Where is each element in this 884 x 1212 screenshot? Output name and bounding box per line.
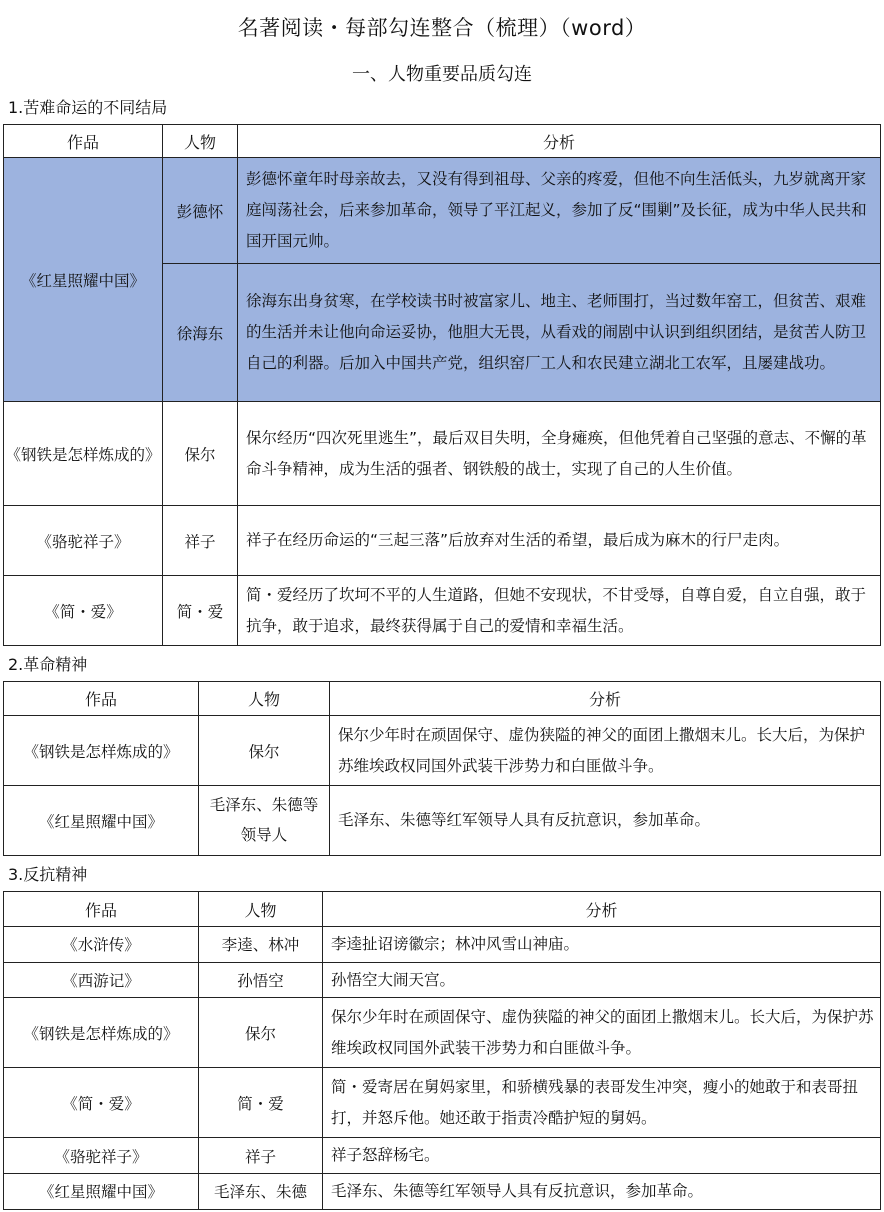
cell-person: 保尔 [199,716,330,786]
header-analysis: 分析 [323,892,881,927]
table-row [4,402,881,506]
table-row [4,1138,881,1174]
document-title: 名著阅读・每部勾连整合（梳理）（word） [237,16,647,40]
cell-analysis: 保尔少年时在顽固保守、虚伪狭隘的神父的面团上撒烟末儿。长大后，为保护苏维埃政权同国外武装干涉势力和白匪做斗争。 [330,716,881,786]
cell-work: 《西游记》 [4,962,199,998]
table-resistance [3,891,881,1210]
cell-person: 祥子 [163,506,238,576]
cell-person: 毛泽东、朱德等领导人 [199,786,330,856]
table-revolution [3,681,881,856]
table-row [4,158,881,264]
cell-person: 祥子 [199,1138,323,1174]
header-person: 人物 [199,682,330,716]
cell-analysis: 毛泽东、朱德等红军领导人具有反抗意识，参加革命。 [330,786,881,856]
cell-person: 徐海东 [163,264,238,402]
cell-work: 《钢铁是怎样炼成的》 [4,716,199,786]
header-work: 作品 [4,125,163,158]
cell-person: 保尔 [163,402,238,506]
table-row [4,927,881,963]
cell-analysis: 毛泽东、朱德等红军领导人具有反抗意识，参加革命。 [323,1174,881,1210]
cell-work: 《红星照耀中国》 [4,786,199,856]
cell-work: 《骆驼祥子》 [4,1138,199,1174]
cell-analysis: 保尔少年时在顽固保守、虚伪狭隘的神父的面团上撒烟末儿。长大后，为保护苏维埃政权同国外武装干涉势力和白匪做斗争。 [323,998,881,1068]
table-row [4,962,881,998]
cell-person: 毛泽东、朱德 [199,1174,323,1210]
header-analysis: 分析 [238,125,881,158]
header-work: 作品 [4,682,199,716]
cell-analysis: 李逵扯诏谤徽宗；林冲风雪山神庙。 [323,927,881,963]
cell-analysis: 孙悟空大闹天宫。 [323,962,881,998]
cell-work: 《骆驼祥子》 [4,506,163,576]
cell-person: 孙悟空 [199,962,323,998]
table-fate [3,124,881,646]
header-person: 人物 [163,125,238,158]
section-title: 一、人物重要品质勾连 [352,64,532,85]
cell-analysis: 彭德怀童年时母亲故去，又没有得到祖母、父亲的疼爱，但他不向生活低头，九岁就离开家庭闯荡社会，后来参加革命，领导了平江起义，参加了反“围剿”及长征，成为中华人民共和国开国元帅。 [238,158,881,264]
section-heading-1: 1.苦难命运的不同结局 [8,98,168,117]
header-work: 作品 [4,892,199,927]
cell-person: 李逵、林冲 [199,927,323,963]
table-row [4,716,881,786]
table-row [4,1174,881,1210]
cell-analysis: 祥子在经历命运的“三起三落”后放弃对生活的希望，最后成为麻木的行尸走肉。 [238,506,881,576]
cell-analysis: 简・爱经历了坎坷不平的人生道路，但她不安现状，不甘受辱，自尊自爱，自立自强，敢于抗争，敢于追求，最终获得属于自己的爱情和幸福生活。 [238,576,881,646]
cell-analysis: 保尔经历“四次死里逃生”，最后双目失明，全身瘫痪，但他凭着自己坚强的意志、不懈的革命斗争精神，成为生活的强者、钢铁般的战士，实现了自己的人生价值。 [238,402,881,506]
cell-work: 《钢铁是怎样炼成的》 [4,998,199,1068]
section-heading-3: 3.反抗精神 [8,865,88,884]
section-heading-2: 2.革命精神 [8,655,88,674]
header-analysis: 分析 [330,682,881,716]
table-row [4,998,881,1068]
table-row [4,786,881,856]
cell-analysis: 徐海东出身贫寒，在学校读书时被富家儿、地主、老师围打，当过数年窑工，但贫苦、艰难的生活并未让他向命运妥协，他胆大无畏，从看戏的闹剧中认识到组织团结，是贫苦人防卫自己的利器。后加入中国共产党，组织窑厂工人和农民建立湖北工农军，且屡建战功。 [238,264,881,402]
cell-analysis: 简・爱寄居在舅妈家里，和骄横残暴的表哥发生冲突，瘦小的她敢于和表哥扭打，并怒斥他。她还敢于指责冷酷护短的舅妈。 [323,1068,881,1138]
cell-work: 《红星照耀中国》 [4,158,163,402]
cell-work: 《钢铁是怎样炼成的》 [4,402,163,506]
cell-work: 《简・爱》 [4,1068,199,1138]
cell-work: 《水浒传》 [4,927,199,963]
cell-person: 简・爱 [199,1068,323,1138]
table-row [4,1068,881,1138]
cell-person: 简・爱 [163,576,238,646]
cell-person: 保尔 [199,998,323,1068]
table-row [4,576,881,646]
cell-analysis: 祥子怒辞杨宅。 [323,1138,881,1174]
cell-work: 《简・爱》 [4,576,163,646]
header-person: 人物 [199,892,323,927]
table-row [4,506,881,576]
cell-work: 《红星照耀中国》 [4,1174,199,1210]
cell-person: 彭德怀 [163,158,238,264]
